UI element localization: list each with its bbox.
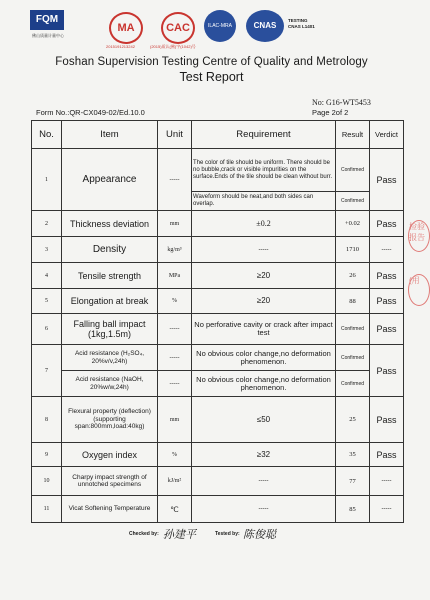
row-item: Thickness deviation xyxy=(62,211,158,237)
row-unit: mm xyxy=(158,397,192,443)
form-number: Form No.:QR-CX049-02/Ed.10.0 xyxy=(36,108,145,117)
testing-label xyxy=(288,18,315,30)
row-verdict: ----- xyxy=(370,237,404,263)
row-verdict: Pass xyxy=(370,263,404,289)
row-verdict: ----- xyxy=(370,496,404,523)
row-verdict: Pass xyxy=(370,345,404,397)
row-requirement: Waveform should be neat,and both sides can overlap. xyxy=(192,192,336,211)
row-item: Tensile strength xyxy=(62,263,158,289)
row-result: Confirmed xyxy=(336,371,370,397)
row-no: 1 xyxy=(32,149,62,211)
row-result: Confirmed xyxy=(336,345,370,371)
page-number: Page 2of 2 xyxy=(312,108,349,117)
row-result: 77 xyxy=(336,467,370,496)
row-verdict: Pass xyxy=(370,149,404,211)
col-header-unit: Unit xyxy=(158,121,192,149)
row-no: 10 xyxy=(32,467,62,496)
table-row xyxy=(32,345,404,371)
row-verdict: Pass xyxy=(370,289,404,314)
row-result: 25 xyxy=(336,397,370,443)
row-item: Density xyxy=(62,237,158,263)
row-no: 8 xyxy=(32,397,62,443)
row-unit: % xyxy=(158,289,192,314)
row-unit: kJ/m² xyxy=(158,467,192,496)
col-header-item: Item xyxy=(62,121,158,149)
table-row xyxy=(32,211,404,237)
row-requirement: ≥32 xyxy=(192,443,336,467)
table-row xyxy=(32,397,404,443)
row-no: 3 xyxy=(32,237,62,263)
row-unit: ----- xyxy=(158,314,192,345)
table-header-row xyxy=(32,121,404,149)
row-unit: ----- xyxy=(158,345,192,371)
row-verdict: Pass xyxy=(370,211,404,237)
row-no: 7 xyxy=(32,345,62,397)
row-requirement: No obvious color change,no deformation phenomenon. xyxy=(192,345,336,371)
row-no: 5 xyxy=(32,289,62,314)
row-item: Acid resistance (H₂SO₄, 20%v/v,24h) xyxy=(62,345,158,371)
row-unit: MPa xyxy=(158,263,192,289)
report-subtitle: Test Report xyxy=(179,70,244,84)
tested-by-signature: 陈俊聪 xyxy=(243,528,276,541)
row-no: 11 xyxy=(32,496,62,523)
row-result: 85 xyxy=(336,496,370,523)
row-requirement: ≤50 xyxy=(192,397,336,443)
row-verdict: Pass xyxy=(370,397,404,443)
row-item: Oxygen index xyxy=(62,443,158,467)
row-requirement: ≥20 xyxy=(192,289,336,314)
row-result: Confirmed xyxy=(336,149,370,192)
row-unit: ℃ xyxy=(158,496,192,523)
ma-code: 2015191213242 xyxy=(106,44,135,49)
row-result: 35 xyxy=(336,443,370,467)
row-item: Elongation at break xyxy=(62,289,158,314)
row-result: 26 xyxy=(336,263,370,289)
col-header-requirement: Requirement xyxy=(192,121,336,149)
row-result: Confirmed xyxy=(336,314,370,345)
table-row xyxy=(32,467,404,496)
row-requirement: No obvious color change,no deformation phenomenon. xyxy=(192,371,336,397)
checked-by-label: Checked by: xyxy=(129,531,159,537)
fqm-caption: 佛山质量计量中心 xyxy=(32,33,64,38)
col-header-result: Result xyxy=(336,121,370,149)
row-result: 88 xyxy=(336,289,370,314)
table-row xyxy=(32,263,404,289)
row-unit: ----- xyxy=(158,371,192,397)
row-verdict: Pass xyxy=(370,443,404,467)
row-result: 1710 xyxy=(336,237,370,263)
row-unit: mm xyxy=(158,211,192,237)
table-row xyxy=(32,237,404,263)
row-item: Acid resistance (NaOH, 20%w/w,24h) xyxy=(62,371,158,397)
row-no: 2 xyxy=(32,211,62,237)
table-row xyxy=(32,314,404,345)
row-requirement: ±0.2 xyxy=(192,211,336,237)
row-result: Confirmed xyxy=(336,192,370,211)
row-unit: kg/m³ xyxy=(158,237,192,263)
row-item: Falling ball impact (1kg,1.5m) xyxy=(62,314,158,345)
logo-bar xyxy=(0,8,423,52)
tested-by-label: Tested by: xyxy=(215,531,240,537)
row-verdict: ----- xyxy=(370,467,404,496)
row-item: Charpy impact strength of unnotched specimens xyxy=(62,467,158,496)
stamp-fragment-bottom: (用 xyxy=(408,274,430,306)
ilac-logo: ILAC-MRA xyxy=(204,10,236,42)
row-requirement: ----- xyxy=(192,237,336,263)
col-header-no: No. xyxy=(32,121,62,149)
report-number: No: G16-WT5453 xyxy=(312,98,371,107)
row-no: 4 xyxy=(32,263,62,289)
row-requirement: No perforative cavity or crack after impact test xyxy=(192,314,336,345)
row-no: 9 xyxy=(32,443,62,467)
cnas-logo: CNAS xyxy=(246,10,284,42)
row-requirement: ≥20 xyxy=(192,263,336,289)
checked-by-signature: 孙建平 xyxy=(163,528,196,541)
table-row xyxy=(32,371,404,397)
row-unit: % xyxy=(158,443,192,467)
cnas-code: CNAS L1401 xyxy=(288,24,315,29)
col-header-verdict: Verdict xyxy=(370,121,404,149)
row-item: Flexural property (deflection) (supporting span:800mm,load:40kg) xyxy=(62,397,158,443)
row-verdict: Pass xyxy=(370,314,404,345)
table-row xyxy=(32,289,404,314)
cac-code: (2015)质认(佛)字(1042)号 xyxy=(150,44,196,49)
table-row xyxy=(32,443,404,467)
cac-logo: CAC xyxy=(161,12,195,44)
report-title: Foshan Supervision Testing Centre of Quality and Metrology xyxy=(55,56,368,68)
fqm-logo: FQM xyxy=(30,10,64,30)
row-requirement: ----- xyxy=(192,496,336,523)
row-unit: ----- xyxy=(158,149,192,211)
row-item: Vicat Softening Temperature xyxy=(62,496,158,523)
stamp-fragment-top: 检验报告 xyxy=(408,220,430,252)
results-table xyxy=(31,120,404,523)
row-no: 6 xyxy=(32,314,62,345)
table-row xyxy=(32,496,404,523)
row-requirement: ----- xyxy=(192,467,336,496)
table-row xyxy=(32,149,404,192)
row-requirement: The color of tile should be uniform. There should be no bubble,crack or visible impurities on the surface.Ends of the tile should be clean without burr. xyxy=(192,149,336,192)
testing-label-text: TESTING xyxy=(288,18,308,23)
row-result: +0.02 xyxy=(336,211,370,237)
row-item: Appearance xyxy=(62,149,158,211)
ma-logo: MA xyxy=(109,12,143,44)
